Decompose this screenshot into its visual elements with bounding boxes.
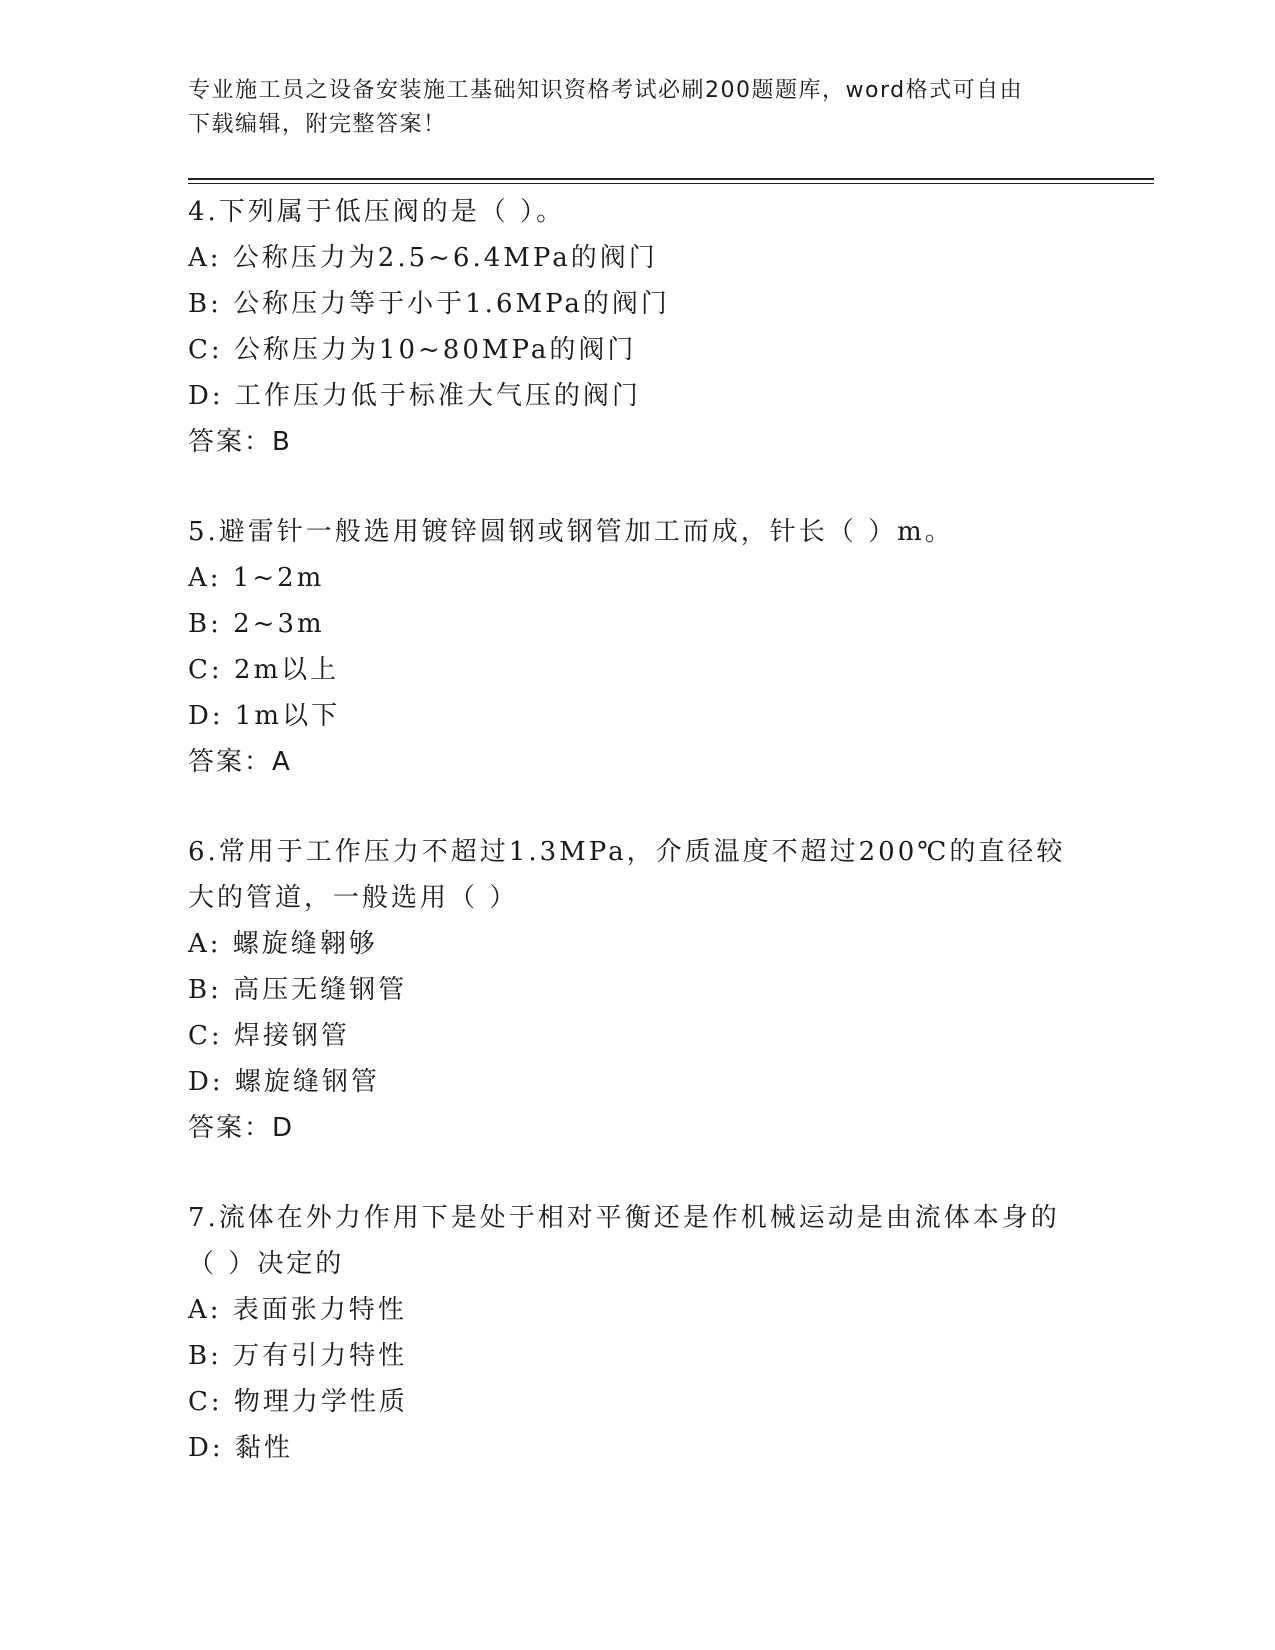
option-d: D: 1m以下 — [188, 701, 341, 731]
option-a: A: 公称压力为2.5~6.4MPa的阀门 — [188, 243, 658, 273]
answer-line: 答案：B — [188, 427, 292, 457]
answer-line: 答案：A — [188, 747, 292, 777]
question-6 — [188, 829, 1088, 1151]
question-list — [188, 189, 1088, 1471]
question-stem: 6.常用于工作压力不超过1.3MPa，介质温度不超过200℃的直径较大的管道，一般选用（ ） — [188, 837, 1066, 913]
header-line-1: 专业施工员之设备安装施工基础知识资格考试必刷200题题库，word格式可自由 — [188, 78, 1024, 103]
question-spacer — [188, 1151, 1088, 1195]
option-b: B: 公称压力等于小于1.6MPa的阀门 — [188, 289, 670, 319]
option-a: A: 1~2m — [188, 563, 325, 593]
option-d: D: 工作压力低于标准大气压的阀门 — [188, 381, 641, 411]
header-rule-thin — [188, 183, 1154, 184]
option-b: B: 高压无缝钢管 — [188, 975, 408, 1005]
option-c: C: 焊接钢管 — [188, 1021, 350, 1051]
option-b: B: 万有引力特性 — [188, 1341, 408, 1371]
question-stem: 4.下列属于低压阀的是（ ）。 — [188, 197, 566, 227]
header-line-2: 下载编辑，附完整答案！ — [188, 112, 447, 137]
question-7 — [188, 1195, 1088, 1471]
answer-line: 答案：D — [188, 1113, 295, 1143]
question-stem: 5.避雷针一般选用镀锌圆钢或钢管加工而成，针长（ ）m。 — [188, 517, 954, 547]
option-d: D: 螺旋缝钢管 — [188, 1067, 380, 1097]
option-c: C: 物理力学性质 — [188, 1387, 408, 1417]
question-stem: 7.流体在外力作用下是处于相对平衡还是作机械运动是由流体本身的（ ）决定的 — [188, 1203, 1060, 1279]
option-a: A: 螺旋缝翱够 — [188, 929, 378, 959]
question-spacer — [188, 785, 1088, 829]
document-header — [188, 74, 1088, 142]
option-d: D: 黏性 — [188, 1433, 293, 1463]
option-a: A: 表面张力特性 — [188, 1295, 407, 1325]
option-b: B: 2~3m — [188, 609, 325, 639]
header-rule-thick — [188, 178, 1154, 180]
question-spacer — [188, 465, 1088, 509]
question-4 — [188, 189, 1088, 465]
option-c: C: 2m以上 — [188, 655, 340, 685]
option-c: C: 公称压力为10~80MPa的阀门 — [188, 335, 637, 365]
question-5 — [188, 509, 1088, 785]
